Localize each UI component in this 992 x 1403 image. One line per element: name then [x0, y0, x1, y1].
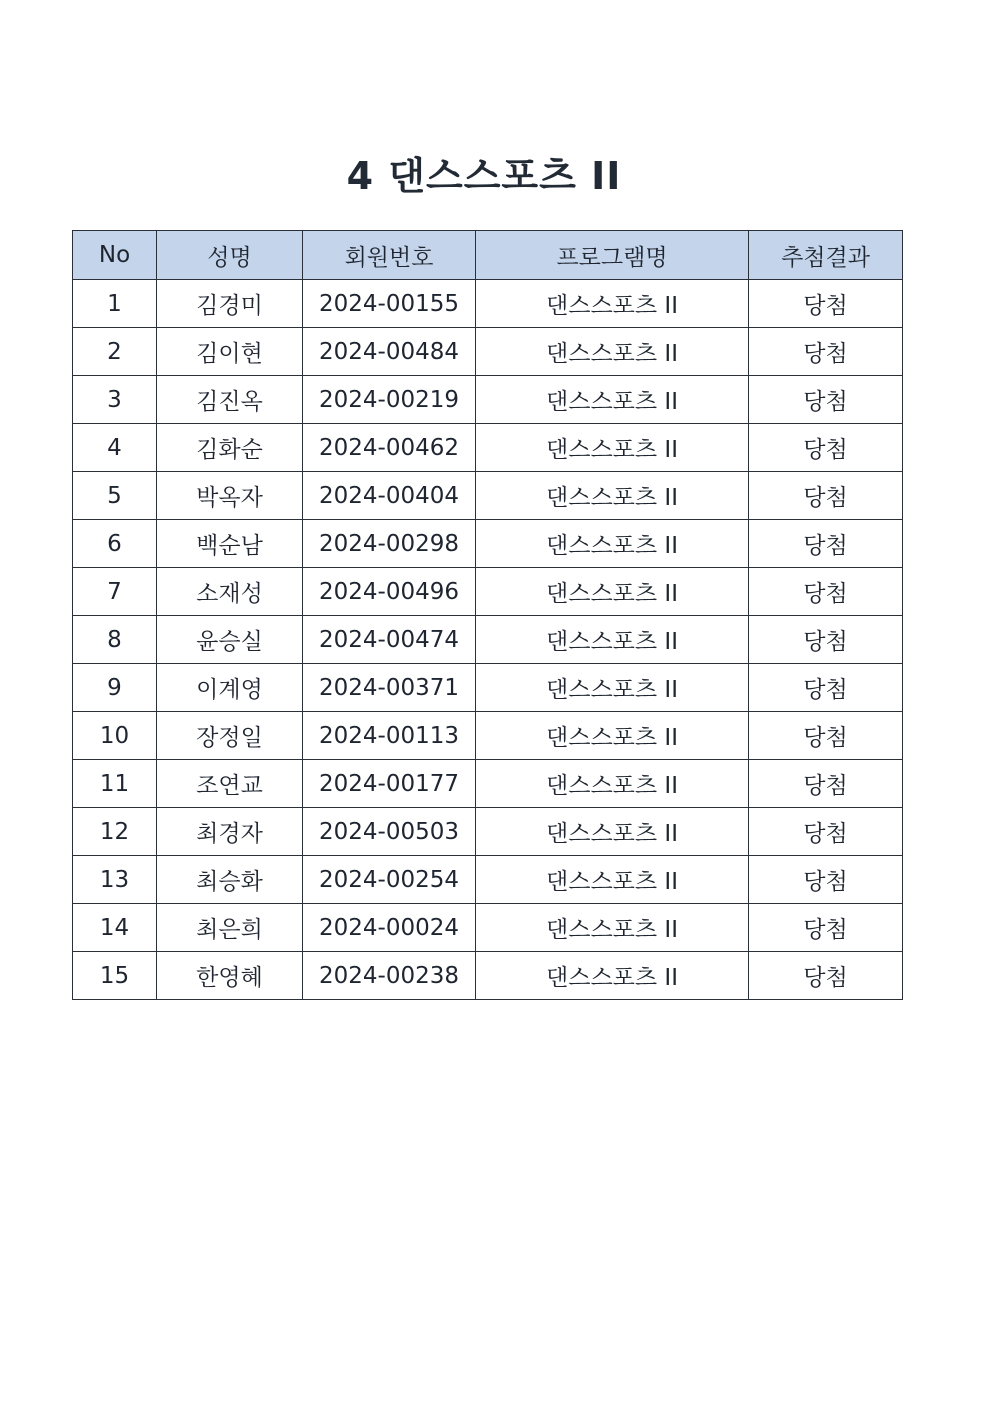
table-row [73, 568, 903, 616]
cell-result: 당첨 [749, 376, 903, 424]
cell-name: 최은희 [157, 904, 303, 952]
cell-member-id: 2024-00462 [303, 424, 476, 472]
cell-name: 장정일 [157, 712, 303, 760]
table-row [73, 904, 903, 952]
cell-name: 김진옥 [157, 376, 303, 424]
cell-result: 당첨 [749, 760, 903, 808]
cell-member-id: 2024-00113 [303, 712, 476, 760]
cell-program: 댄스스포츠 II [476, 328, 749, 376]
cell-program: 댄스스포츠 II [476, 760, 749, 808]
table-row [73, 616, 903, 664]
cell-program: 댄스스포츠 II [476, 424, 749, 472]
cell-program: 댄스스포츠 II [476, 568, 749, 616]
cell-name: 소재성 [157, 568, 303, 616]
cell-program: 댄스스포츠 II [476, 808, 749, 856]
table-row [73, 280, 903, 328]
header-no: No [73, 231, 157, 280]
cell-member-id: 2024-00254 [303, 856, 476, 904]
cell-member-id: 2024-00219 [303, 376, 476, 424]
cell-result: 당첨 [749, 952, 903, 1000]
cell-no: 11 [73, 760, 157, 808]
cell-name: 이계영 [157, 664, 303, 712]
cell-no: 6 [73, 520, 157, 568]
table-row [73, 472, 903, 520]
cell-name: 최승화 [157, 856, 303, 904]
cell-result: 당첨 [749, 904, 903, 952]
cell-program: 댄스스포츠 II [476, 472, 749, 520]
table-header-row [73, 231, 903, 280]
cell-member-id: 2024-00474 [303, 616, 476, 664]
cell-member-id: 2024-00404 [303, 472, 476, 520]
header-name: 성명 [157, 231, 303, 280]
cell-result: 당첨 [749, 808, 903, 856]
cell-no: 3 [73, 376, 157, 424]
cell-name: 한영혜 [157, 952, 303, 1000]
cell-program: 댄스스포츠 II [476, 712, 749, 760]
cell-result: 당첨 [749, 712, 903, 760]
table-row [73, 856, 903, 904]
cell-program: 댄스스포츠 II [476, 904, 749, 952]
cell-member-id: 2024-00177 [303, 760, 476, 808]
cell-name: 박옥자 [157, 472, 303, 520]
cell-program: 댄스스포츠 II [476, 664, 749, 712]
cell-name: 최경자 [157, 808, 303, 856]
cell-member-id: 2024-00024 [303, 904, 476, 952]
table-row [73, 376, 903, 424]
cell-name: 윤승실 [157, 616, 303, 664]
cell-name: 김이현 [157, 328, 303, 376]
cell-no: 4 [73, 424, 157, 472]
cell-program: 댄스스포츠 II [476, 376, 749, 424]
cell-no: 10 [73, 712, 157, 760]
cell-no: 2 [73, 328, 157, 376]
cell-no: 13 [73, 856, 157, 904]
cell-member-id: 2024-00238 [303, 952, 476, 1000]
table-row [73, 808, 903, 856]
header-program: 프로그램명 [476, 231, 749, 280]
table-header [73, 231, 903, 280]
cell-no: 1 [73, 280, 157, 328]
cell-no: 9 [73, 664, 157, 712]
table-row [73, 712, 903, 760]
page-title: 4 댄스스포츠 II [346, 154, 622, 199]
table-row [73, 520, 903, 568]
table-row [73, 760, 903, 808]
cell-result: 당첨 [749, 472, 903, 520]
cell-no: 12 [73, 808, 157, 856]
cell-result: 당첨 [749, 424, 903, 472]
cell-member-id: 2024-00503 [303, 808, 476, 856]
cell-result: 당첨 [749, 328, 903, 376]
cell-member-id: 2024-00484 [303, 328, 476, 376]
cell-program: 댄스스포츠 II [476, 280, 749, 328]
cell-no: 7 [73, 568, 157, 616]
table-body [73, 280, 903, 1000]
cell-member-id: 2024-00496 [303, 568, 476, 616]
cell-no: 15 [73, 952, 157, 1000]
table-row [73, 952, 903, 1000]
cell-program: 댄스스포츠 II [476, 520, 749, 568]
cell-member-id: 2024-00155 [303, 280, 476, 328]
cell-name: 김화순 [157, 424, 303, 472]
cell-program: 댄스스포츠 II [476, 856, 749, 904]
cell-result: 당첨 [749, 856, 903, 904]
cell-result: 당첨 [749, 520, 903, 568]
cell-result: 당첨 [749, 280, 903, 328]
cell-result: 당첨 [749, 568, 903, 616]
table-row [73, 328, 903, 376]
lottery-result-table [72, 230, 903, 1000]
cell-program: 댄스스포츠 II [476, 616, 749, 664]
table-row [73, 664, 903, 712]
table-row [73, 424, 903, 472]
cell-program: 댄스스포츠 II [476, 952, 749, 1000]
header-result: 추첨결과 [749, 231, 903, 280]
cell-no: 5 [73, 472, 157, 520]
cell-name: 조연교 [157, 760, 303, 808]
cell-member-id: 2024-00298 [303, 520, 476, 568]
cell-no: 8 [73, 616, 157, 664]
cell-result: 당첨 [749, 616, 903, 664]
header-member-id: 회원번호 [303, 231, 476, 280]
cell-name: 백순남 [157, 520, 303, 568]
cell-member-id: 2024-00371 [303, 664, 476, 712]
cell-no: 14 [73, 904, 157, 952]
cell-result: 당첨 [749, 664, 903, 712]
cell-name: 김경미 [157, 280, 303, 328]
